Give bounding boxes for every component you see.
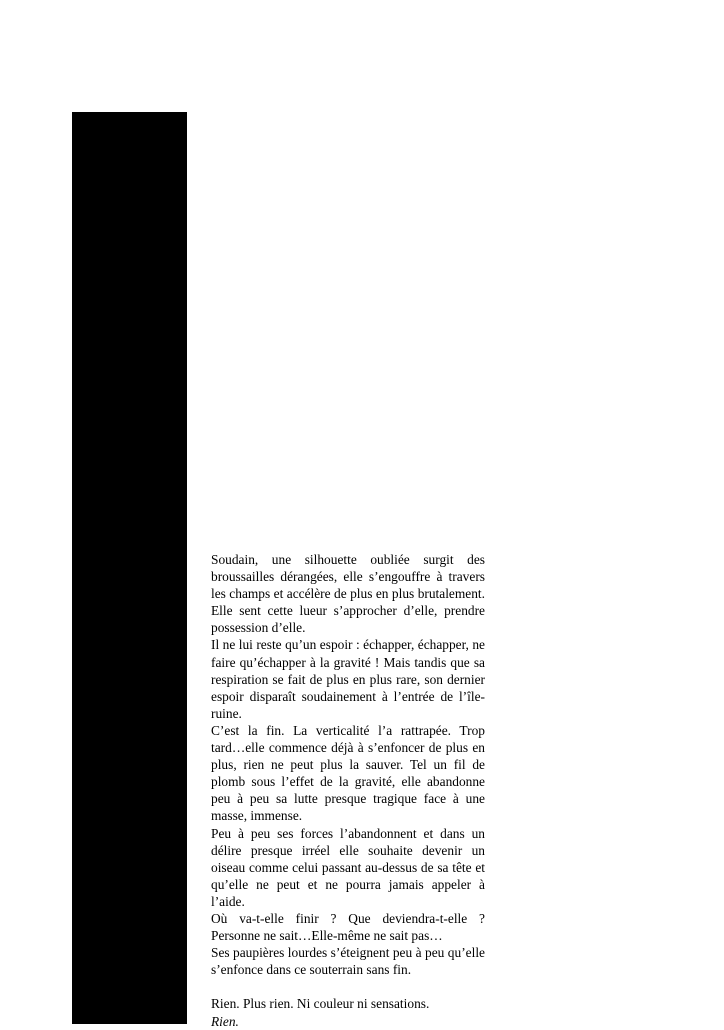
black-vertical-band [72,112,187,1024]
paragraph-4: Peu à peu ses forces l’abandonnent et dans un délire presque irréel elle souhaite devenir un oiseau comme celui passant au-dessus de sa tête et qu’elle ne peut et ne pourra jamais appeler à l’aide. [211,825,485,909]
closing-word: Rien. [211,1013,239,1029]
paragraph-2: Il ne lui reste qu’un espoir : échapper, échapper, ne faire qu’échapper à la gravité ! Mais tandis que sa respiration se fait de plus en plus rare, son dernier espoir disparaît soudainement à l’entrée de l’île-ruine. [211,637,485,721]
closing-line: Rien. Plus rien. Ni couleur ni sensations. [211,996,430,1012]
paragraph-6: Ses paupières lourdes s’éteignent peu à peu qu’elle s’enfonce dans ce souterrain sans fin. [211,945,485,978]
blank-line [211,978,485,995]
paragraph-3: C’est la fin. La verticalité l’a rattrapée. Trop tard…elle commence déjà à s’enfoncer de plus en plus, rien ne peut plus la sauver. Tel un fil de plomb sous l’effet de la gravité, elle abandonne peu à peu sa lutte presque tragique face à une masse, immense. [211,722,485,824]
paragraph-5: Où va-t-elle finir ? Que deviendra-t-elle ? Personne ne sait…Elle-même ne sait pas… [211,910,485,944]
paragraph-1: Soudain, une silhouette oubliée surgit des broussailles dérangées, elle s’engouffre à travers les champs et accélère de plus en plus brutalement. Elle sent cette lueur s’approcher d’elle, prendre possession d’elle. [211,552,485,636]
prose-text-column [211,551,485,1030]
